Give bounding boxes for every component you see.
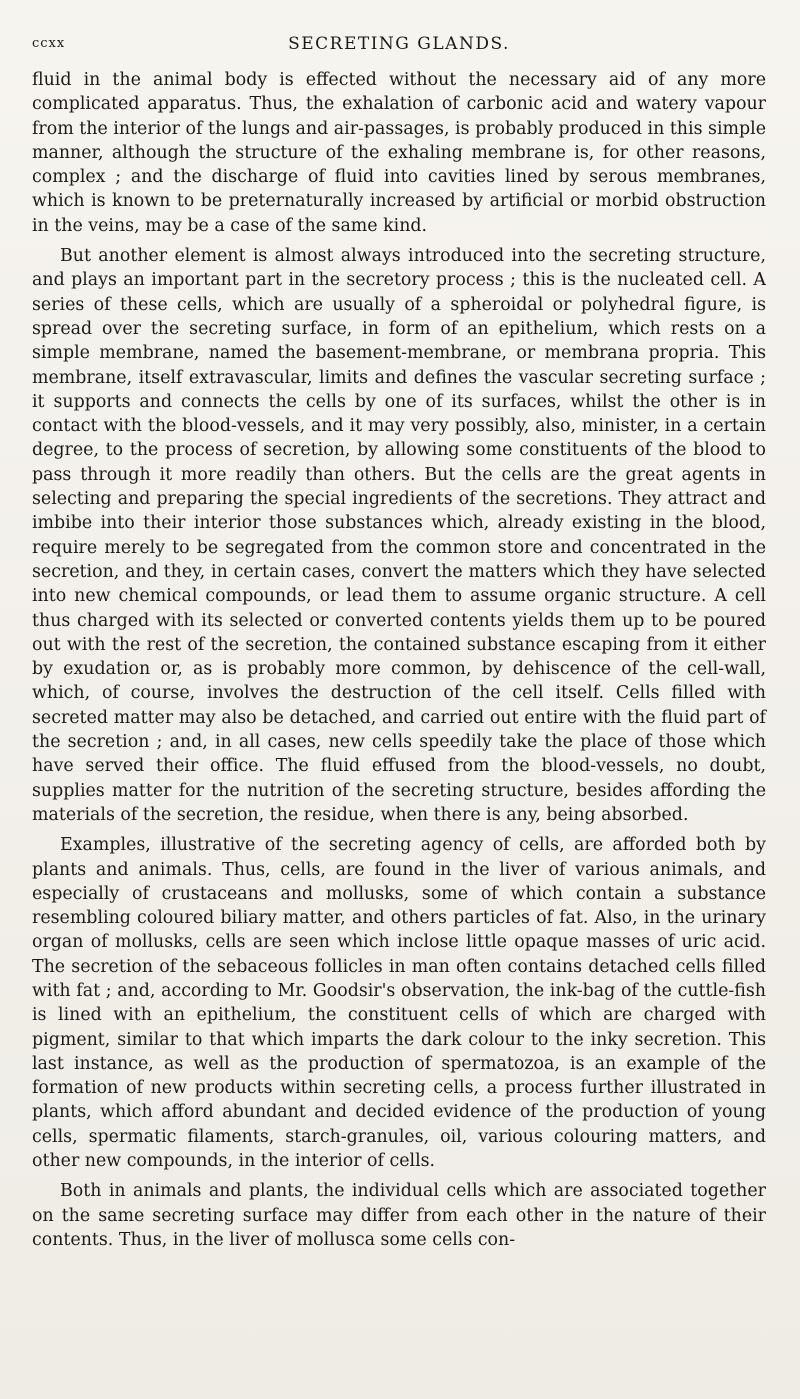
- paragraph-nucleated-cell: But another element is almost always introduced into the secreting structure, and plays an important part in the secretory process ; this is the nucleated cell. A series of these cells, which are usually of a spheroidal or polyhedral figure, is spread over the secreting surface, in form of an epithelium, which rests on a simple membrane, named the basement-membrane, or membrana propria. This membrane, itself extravascular, limits and defines the vascular secreting surface ; it supports and connects the cells by one of its surfaces, whilst the other is in contact with the blood-vessels, and it may very possibly, also, minister, in a certain degree, to the process of secretion, by allowing some constituents of the blood to pass through it more readily than others. But the cells are the great agents in selecting and preparing the special ingredients of the secretions. They attract and imbibe into their interior those substances which, already existing in the blood, require merely to be segregated from the common store and concentrated in the secretion, and they, in certain cases, convert the matters which they have selected into new chemical compounds, or lead them to assume organic structure. A cell thus charged with its selected or converted contents yields them up to be poured out with the rest of the secretion, the contained substance escaping from it either by exudation or, as is probably more common, by dehiscence of the cell-wall, which, of course, involves the destruction of the cell itself. Cells filled with secreted matter may also be detached, and carried out entire with the fluid part of the secretion ; and, in all cases, new cells speedily take the place of those which have served their office. The fluid effused from the blood-vessels, no doubt, supplies matter for the nutrition of the secreting structure, besides affording the materials of the secretion, the residue, when there is any, being absorbed.: [32, 246, 766, 825]
- paragraph-continuation: fluid in the animal body is effected without the necessary aid of any more complicated apparatus. Thus, the exhalation of carbonic acid and watery vapour from the interior of the lungs and air-passages, is probably produced in this simple manner, although the structure of the exhaling membrane is, for other reasons, complex ; and the discharge of fluid into cavities lined by serous membranes, which is known to be preternaturally increased by artificial or morbid obstruction in the veins, may be a case of the same kind.: [32, 70, 766, 236]
- body-text: [32, 68, 766, 1252]
- running-title: SECRETING GLANDS.: [288, 34, 510, 54]
- page-header: [32, 28, 766, 58]
- paragraph-individual-cells: Both in animals and plants, the individual cells which are associated together on the same secreting surface may differ from each other in the nature of their contents. Thus, in the liver of mollusca some cells con-: [32, 1181, 766, 1250]
- paragraph-examples: Examples, illustrative of the secreting agency of cells, are afforded both by plants and animals. Thus, cells, are found in the liver of various animals, and especially of crustaceans and mollusks, some of which contain a substance resembling coloured biliary matter, and others particles of fat. Also, in the urinary organ of mollusks, cells are seen which inclose little opaque masses of uric acid. The secretion of the sebaceous follicles in man often contains detached cells filled with fat ; and, according to Mr. Goodsir's observation, the ink-bag of the cuttle-fish is lined with an epithelium, the constituent cells of which are charged with pigment, similar to that which imparts the dark colour to the inky secretion. This last instance, as well as the production of spermatozoa, is an example of the formation of new products within secreting cells, a process further illustrated in plants, which afford abundant and decided evidence of the production of young cells, spermatic filaments, starch-granules, oil, various colouring matters, and other new compounds, in the interior of cells.: [32, 835, 766, 1172]
- page-number: ccxx: [32, 36, 66, 51]
